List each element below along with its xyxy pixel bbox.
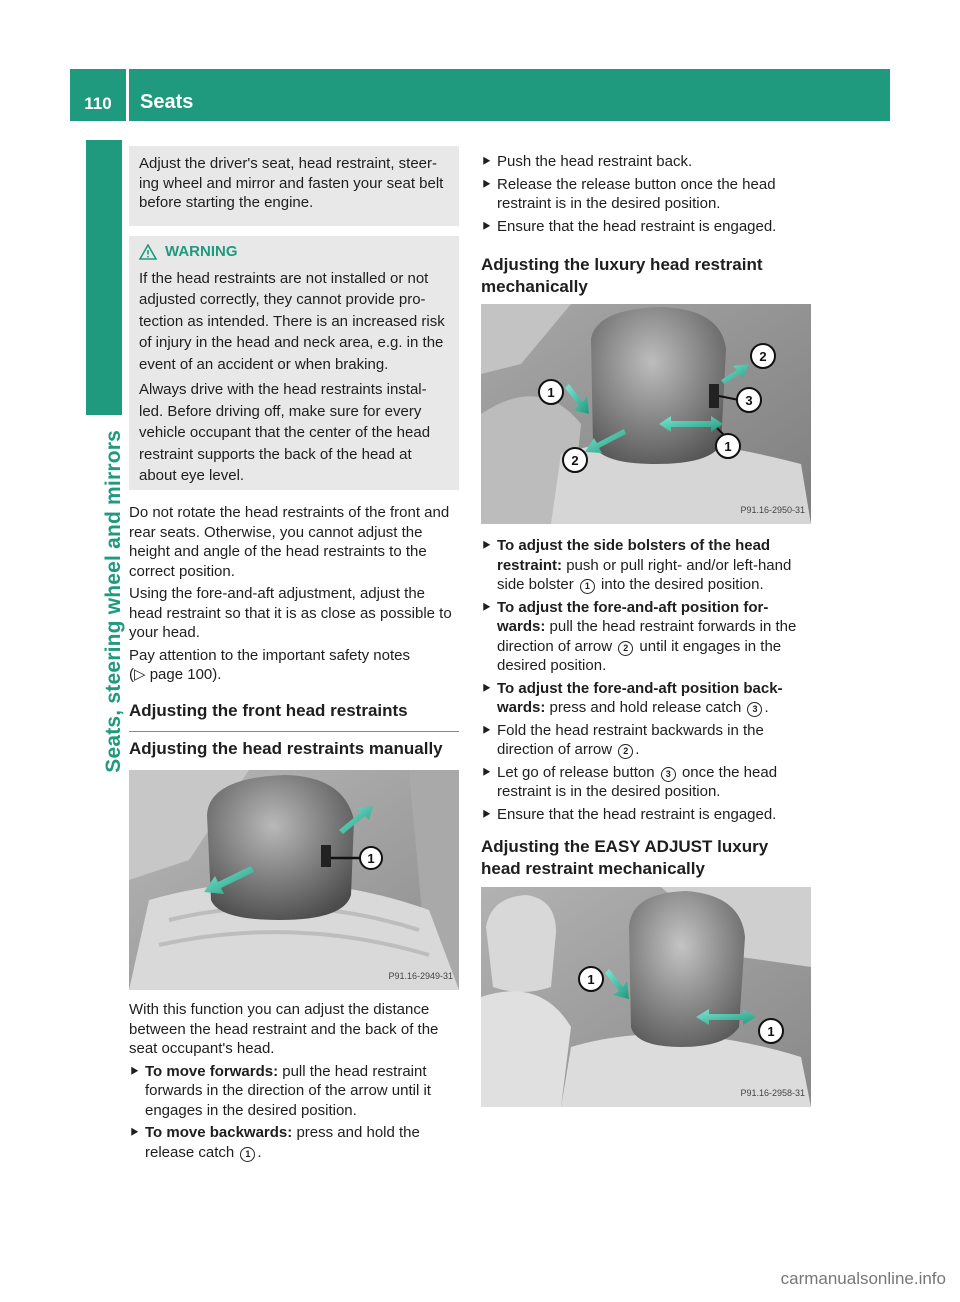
bullet-arrow-icon: ⯈ — [129, 1063, 140, 1079]
list-item — [129, 1123, 461, 1162]
heading-luxury-restraint: Adjusting the luxury head restraint mechanically — [481, 255, 763, 296]
warning-heading — [139, 242, 449, 262]
paragraph-function: With this function you can adjust the distance between the head restraint and the back of the seat occupant's head. — [129, 1001, 439, 1057]
warning-paragraph-1: If the head restraints are not installed or not adjusted correctly, they cannot provide pro-tection as intended. There is an increased risk of injury in the head and neck area, e.g. in the event of an accident or when braking. — [139, 269, 445, 373]
bold-label: To adjust the side bolsters of the head restraint: — [497, 537, 771, 574]
bullet-arrow-icon: ⯈ — [481, 538, 492, 553]
chapter-tab-marker — [86, 140, 122, 415]
bullet-text: press and hold release catch — [545, 699, 746, 716]
bullet-text: pull the head restraint forwards in the direction of the arrow until it engages in the desired position. — [145, 1062, 431, 1119]
bold-label: To adjust the fore-and-aft position for-wards: — [497, 598, 769, 635]
note-box — [129, 146, 459, 226]
list-item — [481, 598, 813, 676]
svg-text:1: 1 — [767, 1024, 775, 1039]
svg-text:2: 2 — [571, 453, 579, 468]
watermark-site-label: carmanualsonline.info — [780, 1268, 946, 1288]
heading-easy-adjust: Adjusting the EASY ADJUST luxury head restraint mechanically — [481, 837, 769, 878]
bullet-text: Let go of release button — [497, 763, 659, 781]
bullet-arrow-icon: ⯈ — [129, 1125, 140, 1140]
list-item — [129, 1062, 461, 1121]
svg-text:1: 1 — [367, 851, 375, 866]
page-reference-link[interactable]: (▷ page 100). — [129, 666, 222, 683]
svg-text:3: 3 — [745, 393, 753, 408]
bullet-text: pull the head restraint forwards in the direction of arrow — [497, 618, 797, 655]
bullet-text: into the desired position. — [596, 576, 764, 593]
bullet-arrow-icon: ⯈ — [481, 764, 492, 780]
heading-rule — [129, 731, 459, 732]
header-separator — [126, 69, 129, 121]
paragraph-rotation: Do not rotate the head restraints of the front and rear seats. Otherwise, you cannot adjust the height and angle of the head restraints to the correct position. — [129, 504, 450, 580]
callout-3-icon: 3 — [747, 702, 762, 717]
bullet-text: Ensure that the head restraint is engaged. — [497, 217, 777, 235]
restraint-steps — [481, 152, 813, 239]
figure-code: P91.16-2958-31 — [740, 1087, 805, 1098]
callout-2-icon: 2 — [618, 744, 633, 759]
bold-label: To move backwards: — [145, 1124, 293, 1141]
callout-2-icon: 2 — [618, 641, 633, 656]
bold-label: To move forwards: — [145, 1062, 279, 1080]
bullet-arrow-icon: ⯈ — [481, 599, 492, 615]
list-item — [481, 805, 813, 825]
bullet-arrow-icon: ⯈ — [481, 154, 492, 169]
warning-box — [129, 236, 459, 490]
chapter-side-tab — [70, 140, 126, 1270]
bullet-text: Release the release button once the head restraint is in the desired position. — [497, 175, 776, 212]
list-item — [481, 175, 813, 214]
heading-manual-adjustment: Adjusting the head restraints manually — [129, 739, 443, 758]
note-text: Adjust the driver's seat, head restraint, steer-ing wheel and mirror and fasten your seat belt before starting the engine. — [139, 155, 444, 211]
paragraph-fore-aft: Using the fore-and-aft adjustment, adjust the head restraint so that it is as close as possible to your head. — [129, 585, 452, 641]
section-front-restraints — [129, 700, 459, 732]
bullet-arrow-icon: ⯈ — [481, 680, 492, 696]
bullet-text: Push the head restraint back. — [497, 153, 693, 170]
svg-text:1: 1 — [724, 439, 732, 454]
bullet-arrow-icon: ⯈ — [481, 176, 492, 192]
figure-code: P91.16-2950-31 — [740, 504, 805, 515]
bold-label: To adjust the fore-and-aft position back-wards: — [497, 679, 783, 716]
bullet-text: . — [635, 741, 640, 758]
bullet-arrow-icon: ⯈ — [481, 722, 492, 738]
chapter-label: Seats, steering wheel and mirrors — [102, 430, 125, 773]
list-item — [481, 679, 813, 718]
svg-text:2: 2 — [759, 349, 767, 364]
heading-front-restraints: Adjusting the front head restraints — [129, 701, 408, 720]
svg-text:1: 1 — [587, 972, 595, 987]
head-restraint-manual-illustration — [129, 770, 459, 990]
callout-1-icon: 1 — [240, 1147, 255, 1162]
list-item — [481, 217, 813, 237]
list-item — [481, 536, 813, 595]
list-item — [481, 721, 813, 760]
callout-3-icon: 3 — [661, 767, 676, 782]
warning-paragraph-2: Always drive with the head restraints instal-led. Before driving off, make sure for every vehicle occupant that the center of the head restraint supports the back of the head at about eye level. — [139, 381, 431, 484]
bullet-text: Fold the head restraint backwards in the direction of arrow — [497, 721, 764, 758]
figure-code: P91.16-2949-31 — [388, 970, 453, 981]
luxury-restraint-illustration — [481, 304, 811, 524]
bullet-text: . — [257, 1143, 262, 1161]
bullet-text: push or pull right- and/or left-hand side bolster — [497, 556, 792, 593]
safety-notes-line: Pay attention to the important safety notes — [129, 646, 411, 664]
warning-triangle-icon — [139, 244, 157, 260]
luxury-steps — [481, 536, 813, 827]
paragraph-safety-notes — [129, 646, 461, 685]
warning-title: WARNING — [165, 243, 238, 260]
bullet-text: until it engages in the desired position. — [497, 637, 782, 674]
bullet-text: Ensure that the head restraint is engaged. — [497, 805, 777, 823]
page-title: Seats — [140, 90, 194, 113]
easy-adjust-illustration — [481, 887, 811, 1107]
bullet-arrow-icon: ⯈ — [481, 806, 492, 822]
callout-1-icon: 1 — [580, 579, 595, 594]
bullet-text: once the head restraint is in the desired position. — [497, 763, 778, 800]
list-item — [481, 152, 813, 172]
bullet-arrow-icon: ⯈ — [481, 218, 492, 234]
svg-text:1: 1 — [547, 385, 555, 400]
manual-instructions — [129, 1000, 461, 1165]
bullet-text: . — [764, 699, 769, 716]
page-number: 110 — [84, 93, 112, 113]
bullet-text: press and hold the release catch — [145, 1124, 420, 1161]
list-item — [481, 763, 813, 802]
body-text-block — [129, 503, 461, 688]
